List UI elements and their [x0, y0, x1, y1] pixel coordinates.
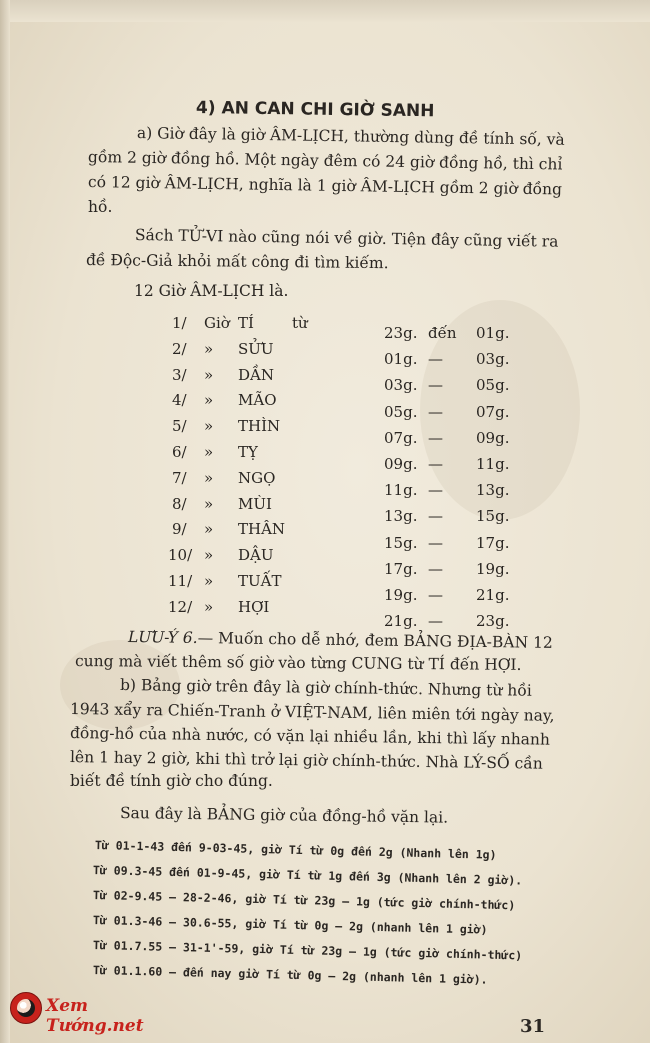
hours-cell-num: 4/: [172, 391, 187, 410]
hours-cell-num: 9/: [172, 520, 187, 539]
hours-cell-num: 7/: [172, 468, 187, 487]
paragraph-a-line: hồ.: [88, 198, 113, 216]
hours-cell-mark: »: [204, 572, 214, 590]
hours-cell-from: 21g.: [384, 612, 418, 631]
hours-cell-sep: —: [428, 455, 443, 473]
hours-cell-num: 1/: [172, 314, 187, 332]
hours-cell-to: 09g.: [476, 428, 510, 447]
hours-cell-from: 23g.: [384, 324, 418, 342]
hours-cell-mark: »: [204, 520, 214, 539]
note-line: cung mà viết thêm số giờ vào từng CUNG từ TÍ đến HỢI.: [74, 652, 522, 674]
paragraph-c-line: lên 1 hay 2 giờ, khi thì trở lại giờ chính-thức. Nhà LÝ-SỐ cần: [69, 748, 543, 773]
clock-adjustment-row: Từ 02-9.45 — 28-2-46, giờ Tí từ 23g — 1g (tức giờ chính-thức): [92, 888, 516, 913]
hours-cell-name: NGỌ: [238, 468, 276, 487]
paragraph-b-line: đề Độc-Giả khỏi mất công đi tìm kiếm.: [85, 251, 389, 273]
hours-cell-to: 17g.: [476, 533, 510, 552]
hours-cell-from: 13g.: [384, 507, 418, 526]
hours-cell-name: HỢI: [238, 597, 270, 616]
hours-cell-mark: »: [204, 494, 214, 513]
hours-cell-name: TÍ: [238, 314, 254, 332]
hours-cell-sep: —: [428, 612, 443, 631]
hours-cell-name: DẬU: [238, 546, 274, 565]
clock-adjustment-row: Từ 01.3-46 — 30.6-55, giờ Tí từ 0g — 2g (nhanh lên 1 giờ): [92, 913, 488, 937]
clock-adjustment-row: Từ 01.1.60 — đến nay giờ Tí từ 0g — 2g (nhanh lên 1 giờ).: [92, 963, 488, 987]
hours-cell-name: SỬU: [238, 339, 274, 358]
hours-cell-mark: Giờ: [204, 314, 230, 332]
hours-cell-to: 03g.: [476, 350, 510, 369]
hours-cell-num: 8/: [172, 494, 187, 513]
hours-cell-to: 21g.: [476, 586, 510, 604]
hours-cell-to: 13g.: [476, 481, 510, 500]
hours-cell-name: THÂN: [238, 520, 286, 539]
hours-cell-from: 17g.: [384, 559, 418, 578]
site-logo[interactable]: [8, 990, 178, 1036]
page-top-edge: [0, 0, 650, 22]
paragraph-b-line: Sách TỬ-VI nào cũng nói về giờ. Tiện đây cũng viết ra: [134, 226, 559, 251]
hours-cell-from: 09g.: [384, 455, 418, 473]
paragraph-c-line: b) Bảng giờ trên đây là giờ chính-thức. Nhưng từ hồi: [119, 676, 532, 700]
hours-cell-from: 07g.: [384, 428, 418, 447]
hours-cell-sep: —: [428, 402, 443, 421]
paragraph-c-line: 1943 xẩy ra Chiến-Tranh ở VIỆT-NAM, liên miên tới ngày nay,: [69, 700, 555, 725]
hours-cell-to: 07g.: [476, 402, 510, 421]
hours-cell-mark: »: [204, 546, 214, 565]
hours-cell-to: 19g.: [476, 559, 510, 578]
hours-cell-to: 23g.: [476, 612, 510, 631]
hours-cell-from: 05g.: [384, 402, 418, 421]
paragraph-a-line: a) Giờ đây là giờ ÂM-LỊCH, thường dùng đề tính số, và: [136, 124, 565, 149]
note-line: [128, 630, 553, 651]
hours-cell-sep: —: [428, 350, 443, 369]
hours-cell-sep: —: [428, 586, 443, 604]
logo-text: Xem Tướng.net: [46, 996, 144, 1036]
hours-cell-mark: »: [204, 443, 214, 461]
hours-cell-sep: đến: [428, 324, 457, 342]
hours-cell-num: 6/: [172, 443, 187, 461]
hours-cell-sep: —: [428, 481, 443, 500]
clock-adjustment-row: Từ 01.7.55 — 31-1'-59, giờ Tí từ 23g — 1g (tức giờ chính-thức): [92, 938, 523, 963]
hours-cell-to: 01g.: [476, 324, 510, 342]
hours-cell-to: 11g.: [476, 455, 510, 473]
hours-cell-num: 3/: [172, 365, 187, 384]
hours-cell-sep: —: [428, 507, 443, 526]
hours-cell-num: 11/: [168, 572, 193, 590]
hours-cell-to: 05g.: [476, 376, 510, 395]
hours-cell-sep: —: [428, 428, 443, 447]
hours-cell-name: TUẤT: [238, 572, 282, 590]
page-number: 31: [520, 1016, 546, 1037]
hours-cell-mark: »: [204, 365, 214, 384]
hours-cell-from: 01g.: [384, 350, 418, 369]
hours-cell-from: 03g.: [384, 376, 418, 395]
hours-cell-num: 10/: [168, 546, 193, 565]
hours-cell-name: MÃO: [238, 391, 277, 410]
hours-cell-mark: »: [204, 391, 214, 410]
hours-cell-name: MÙI: [238, 494, 272, 513]
hours-cell-mark: »: [204, 339, 214, 358]
yin-yang-icon: [10, 992, 42, 1024]
hours-cell-sep: —: [428, 559, 443, 578]
clock-adjustment-row: Từ 09.3-45 đến 01-9-45, giờ Tí từ 1g đến 3g (Nhanh lên 2 giờ).: [92, 863, 523, 888]
hours-cell-extra: từ: [292, 314, 308, 332]
paragraph-c-line: biết đề tính giờ cho đúng.: [70, 772, 273, 790]
hours-cell-num: 2/: [172, 339, 187, 358]
table2-intro: Sau đây là BẢNG giờ của đồng-hồ vặn lại.: [119, 804, 449, 827]
hours-cell-from: 19g.: [384, 586, 418, 604]
table-intro: 12 Giờ ÂM-LỊCH là.: [134, 282, 289, 300]
paragraph-c-line: đồng-hồ của nhà nước, có vặn lại nhiều lần, khi thì lấy nhanh: [69, 724, 551, 749]
paragraph-a-line: có 12 giờ ÂM-LỊCH, nghĩa là 1 giờ ÂM-LỊCH gồm 2 giờ đồng: [87, 173, 563, 199]
hours-cell-sep: —: [428, 533, 443, 552]
hours-cell-from: 11g.: [384, 481, 418, 500]
page-binding-shadow: [0, 0, 10, 1043]
paragraph-a-line: gồm 2 giờ đồng hồ. Một ngày đêm có 24 giờ đồng hồ, thì chỉ: [87, 148, 563, 174]
hours-cell-name: TỴ: [238, 443, 258, 461]
hours-cell-mark: »: [204, 468, 214, 487]
note-text: Muốn cho dễ nhớ, đem BẢNG ĐỊA-BÀN 12: [213, 629, 553, 652]
section-heading: 4) AN CAN CHI GIỜ SANH: [195, 98, 435, 122]
hours-cell-mark: »: [204, 597, 214, 616]
hours-cell-mark: »: [204, 417, 214, 436]
hours-cell-name: DẦN: [238, 365, 274, 384]
hours-cell-name: THÌN: [238, 417, 281, 436]
clock-adjustment-row: Từ 01-1-43 đến 9-03-45, giờ Tí từ 0g đến 2g (Nhanh lên 1g): [94, 838, 497, 862]
hours-cell-num: 5/: [172, 417, 187, 436]
note-label: LƯU-Ý 6.—: [127, 628, 214, 648]
hours-cell-from: 15g.: [384, 533, 418, 552]
hours-cell-sep: —: [428, 376, 443, 395]
hours-cell-num: 12/: [168, 597, 193, 616]
hours-cell-to: 15g.: [476, 507, 510, 526]
